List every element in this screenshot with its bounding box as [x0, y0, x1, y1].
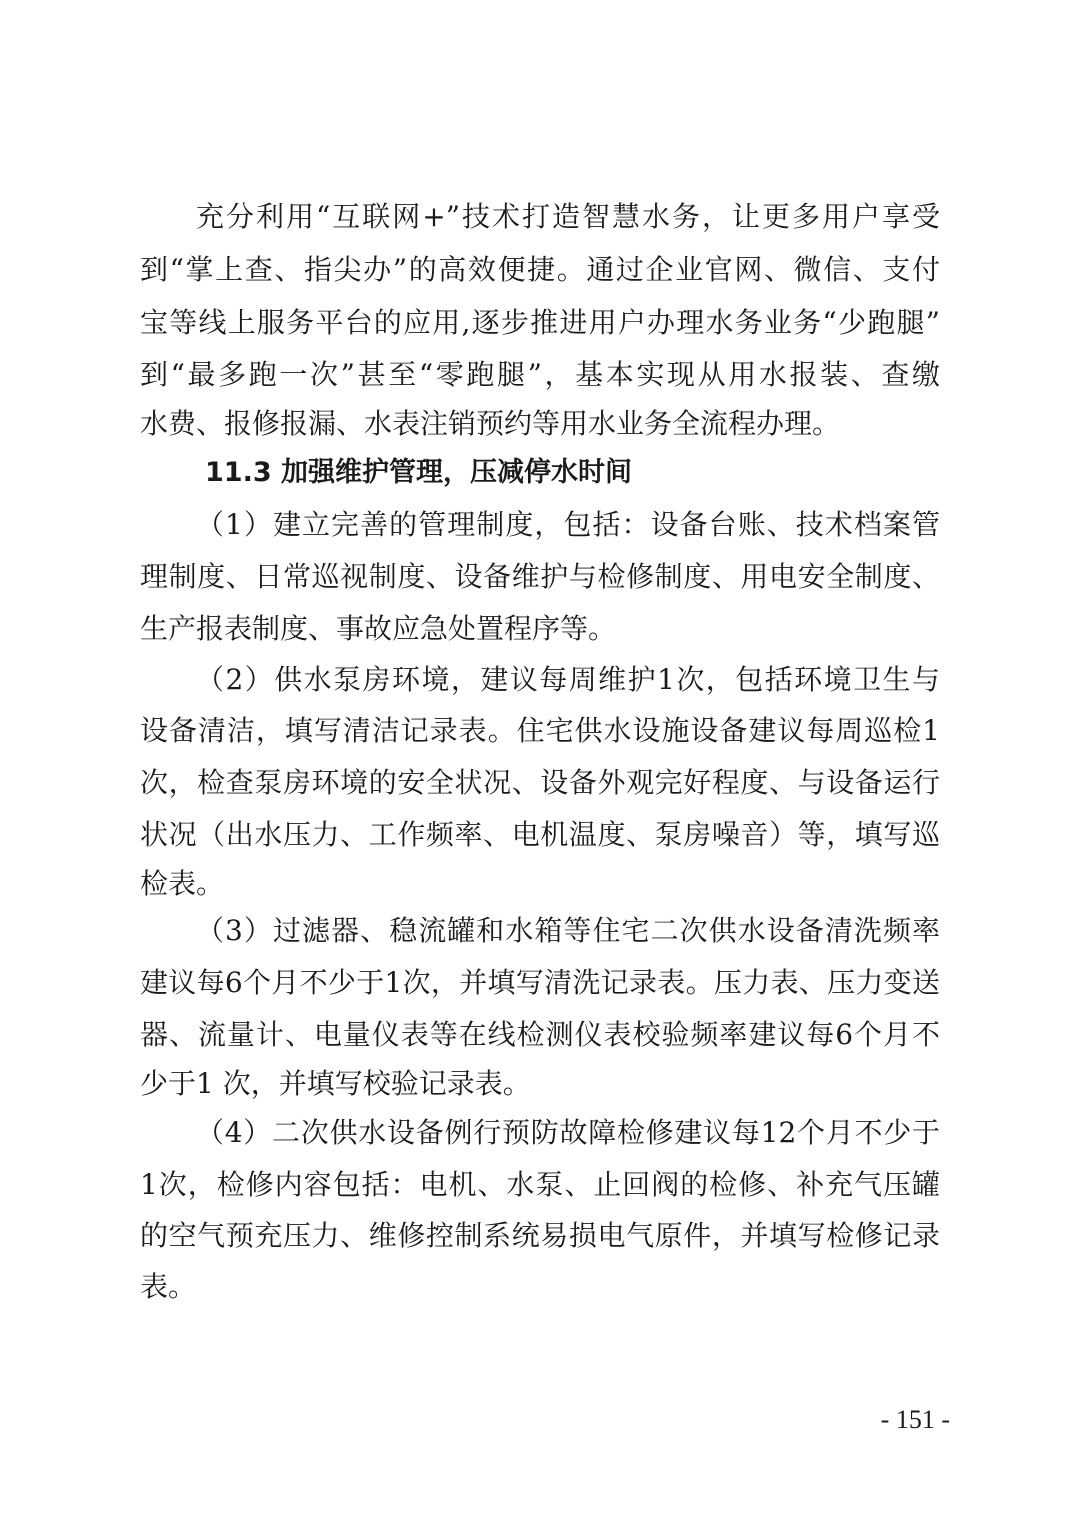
paragraph-1-line-5: 水费、报修报漏、水表注销预约等用水业务全流程办理。: [140, 407, 841, 440]
paragraph-2-line-2: 理制度、日常巡视制度、设备维护与检修制度、用电安全制度、: [140, 560, 940, 593]
paragraph-1-line-1: 充分利用“互联网+”技术打造智慧水务，让更多用户享受: [196, 200, 940, 233]
paragraph-4-line-4: 少于1 次，并填写校验记录表。: [140, 1067, 531, 1100]
paragraph-1-line-3: 宝等线上服务平台的应用,逐步推进用户办理水务业务“少跑腿”: [140, 306, 940, 339]
paragraph-3-line-5: 检表。: [140, 867, 225, 900]
paragraph-2-line-1: （1）建立完善的管理制度，包括：设备台账、技术档案管: [196, 508, 940, 541]
paragraph-5-line-3: 的空气预充压力、维修控制系统易损电气原件，并填写检修记录: [140, 1219, 940, 1252]
paragraph-3-line-3: 次，检查泵房环境的安全状况、设备外观完好程度、与设备运行: [140, 766, 940, 799]
page-number: - 151 -: [880, 1405, 950, 1434]
paragraph-3-line-1: （2）供水泵房环境，建议每周维护1次，包括环境卫生与: [196, 663, 940, 696]
section-heading: 11.3 加强维护管理，压减停水时间: [205, 457, 633, 488]
paragraph-5-line-1: （4）二次供水设备例行预防故障检修建议每12个月不少于: [196, 1116, 940, 1149]
paragraph-1-line-2: 到“掌上查、指尖办”的高效便捷。通过企业官网、微信、支付: [140, 253, 940, 286]
paragraph-4-line-1: （3）过滤器、稳流罐和水箱等住宅二次供水设备清洗频率: [196, 914, 940, 947]
paragraph-3-line-2: 设备清洁，填写清洁记录表。住宅供水设施设备建议每周巡检1: [140, 714, 940, 747]
paragraph-4-line-3: 器、流量计、电量仪表等在线检测仪表校验频率建议每6个月不: [140, 1018, 940, 1051]
paragraph-3-line-4: 状况（出水压力、工作频率、电机温度、泵房噪音）等，填写巡: [140, 818, 940, 851]
paragraph-2-line-3: 生产报表制度、事故应急处置程序等。: [140, 612, 617, 645]
paragraph-5-line-4: 表。: [140, 1270, 197, 1303]
paragraph-1-line-4: 到“最多跑一次”甚至“零跑腿”，基本实现从用水报装、查缴: [140, 358, 940, 391]
paragraph-5-line-2: 1次，检修内容包括：电机、水泵、止回阀的检修、补充气压罐: [140, 1168, 940, 1201]
paragraph-4-line-2: 建议每6个月不少于1次，并填写清洗记录表。压力表、压力变送: [140, 966, 940, 999]
